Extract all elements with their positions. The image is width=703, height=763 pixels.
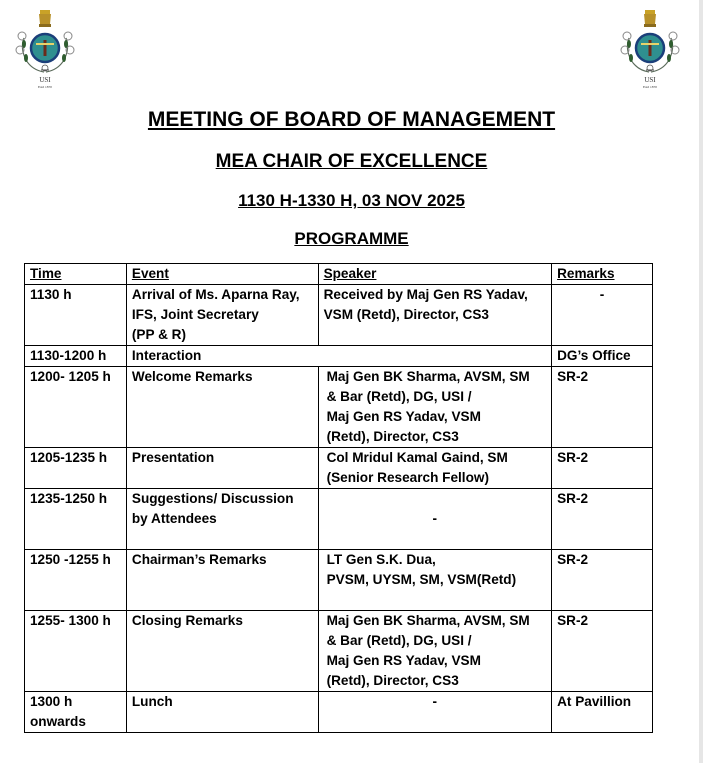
remarks-cell: SR-2 [552, 550, 653, 611]
speaker-cell: - [318, 692, 552, 733]
event-cell: Lunch [126, 692, 318, 733]
table-row [25, 489, 653, 550]
meeting-datetime: 1130 H-1330 H, 03 NOV 2025 [238, 191, 465, 210]
table-header-row [25, 264, 653, 285]
speaker-cell: LT Gen S.K. Dua, PVSM, UYSM, SM, VSM(Retd) [318, 550, 552, 611]
speaker-cell: Col Mridul Kamal Gaind, SM (Senior Research Fellow) [318, 448, 552, 489]
table-row [25, 448, 653, 489]
column-header-remarks: Remarks [552, 264, 653, 285]
usi-emblem-icon [617, 8, 683, 90]
event-cell: Chairman’s Remarks [126, 550, 318, 611]
table-row [25, 692, 653, 733]
logo-caption: USI [39, 76, 51, 84]
usi-logo-right [617, 8, 683, 90]
section-title: PROGRAMME [294, 229, 409, 248]
event-cell: Arrival of Ms. Aparna Ray, IFS, Joint Secretary (PP & R) [126, 285, 318, 346]
time-cell: 1200- 1205 h [25, 367, 127, 448]
time-cell: 1250 -1255 h [25, 550, 127, 611]
remarks-cell: SR-2 [552, 489, 653, 550]
table-row [25, 346, 653, 367]
time-cell: 1255- 1300 h [25, 611, 127, 692]
table-row [25, 611, 653, 692]
event-cell: Closing Remarks [126, 611, 318, 692]
remarks-cell: At Pavillion [552, 692, 653, 733]
time-cell: 1235-1250 h [25, 489, 127, 550]
logo-subcaption: Estd 1870 [37, 85, 53, 89]
speaker-cell: Maj Gen BK Sharma, AVSM, SM & Bar (Retd), DG, USI / Maj Gen RS Yadav, VSM (Retd), Director, CS3 [318, 367, 552, 448]
table-row [25, 367, 653, 448]
usi-logo-left [12, 8, 78, 90]
document-title: MEETING OF BOARD OF MANAGEMENT [147, 108, 556, 131]
logo-caption: USI [644, 76, 656, 84]
event-cell: Suggestions/ Discussion by Attendees [126, 489, 318, 550]
remarks-cell: SR-2 [552, 448, 653, 489]
logo-subcaption: Estd 1870 [642, 85, 658, 89]
event-cell: Interaction [126, 346, 551, 367]
event-cell: Presentation [126, 448, 318, 489]
column-header-speaker: Speaker [318, 264, 552, 285]
usi-emblem-icon [12, 8, 78, 90]
programme-table [24, 263, 653, 733]
remarks-cell: SR-2 [552, 611, 653, 692]
time-cell: 1130 h [25, 285, 127, 346]
time-cell: 1300 h onwards [25, 692, 127, 733]
speaker-cell: Maj Gen BK Sharma, AVSM, SM & Bar (Retd), DG, USI / Maj Gen RS Yadav, VSM (Retd), Director, CS3 [318, 611, 552, 692]
column-header-event: Event [126, 264, 318, 285]
speaker-cell: Received by Maj Gen RS Yadav, VSM (Retd), Director, CS3 [318, 285, 552, 346]
event-cell: Welcome Remarks [126, 367, 318, 448]
table-row [25, 285, 653, 346]
speaker-cell: - [318, 489, 552, 550]
remarks-cell: - [552, 285, 653, 346]
document-subtitle: MEA CHAIR OF EXCELLENCE [215, 151, 488, 172]
remarks-cell: SR-2 [552, 367, 653, 448]
table-row [25, 550, 653, 611]
time-cell: 1130-1200 h [25, 346, 127, 367]
column-header-time: Time [25, 264, 127, 285]
remarks-cell: DG’s Office [552, 346, 653, 367]
time-cell: 1205-1235 h [25, 448, 127, 489]
